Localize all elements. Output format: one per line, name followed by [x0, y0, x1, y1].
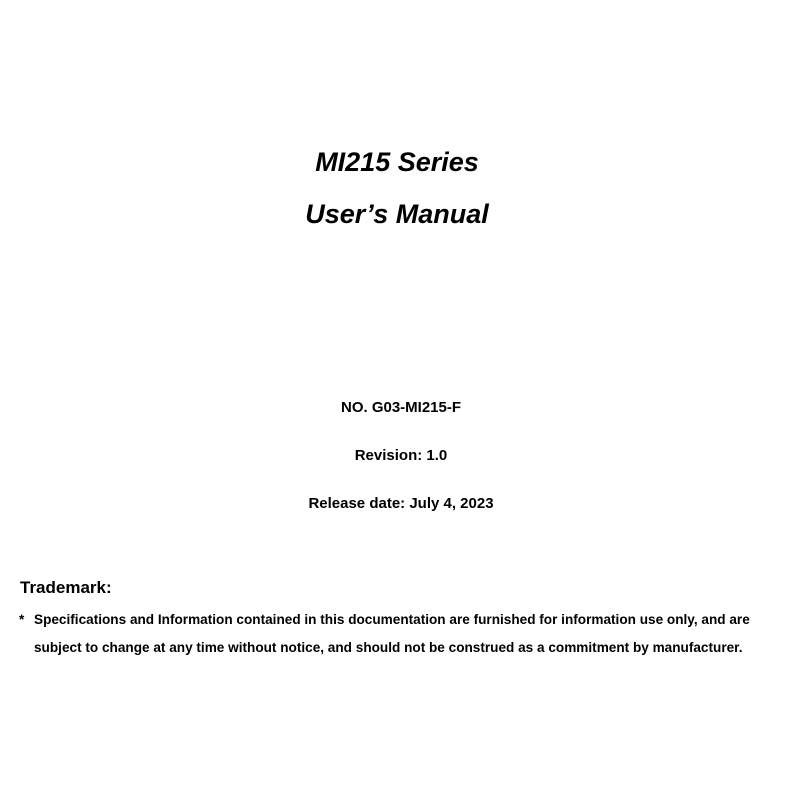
manual-title-users-manual: User’s Manual — [305, 199, 489, 229]
notice-text-line-1: Specifications and Information contained in this documentation are furnished for information use only, and are — [34, 612, 750, 627]
notice-bullet: * — [19, 612, 25, 627]
trademark-notice — [19, 610, 794, 658]
revision-label: Revision: 1.0 — [354, 447, 448, 464]
release-date: Release date: July 4, 2023 — [308, 495, 494, 512]
document-number: NO. G03-MI215-F — [340, 399, 462, 416]
trademark-heading: Trademark: — [20, 578, 112, 597]
notice-text-line-2: subject to change at any time without notice, and should not be construed as a commitment by manufacturer. — [34, 640, 743, 655]
manual-title-series: MI215 Series — [315, 147, 479, 177]
